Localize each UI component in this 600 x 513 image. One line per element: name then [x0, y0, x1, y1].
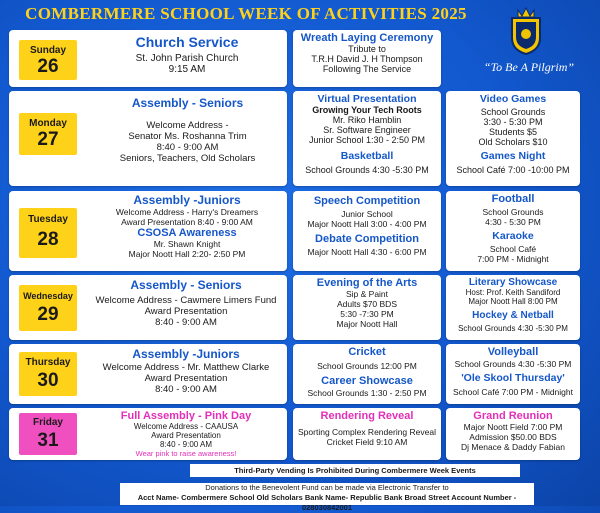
- event-heading: Career Showcase: [321, 375, 413, 387]
- event-line: Major Noott Hall: [336, 319, 398, 329]
- event-line: Award Presentation: [144, 373, 228, 384]
- monday-event-2: [293, 93, 441, 175]
- event-line: T.R.H David J. H Thompson: [311, 54, 423, 64]
- day-box-monday: [19, 113, 77, 155]
- event-line: St. John Parish Church: [135, 53, 239, 64]
- event-line: Following The Service: [322, 64, 412, 74]
- event-line: Major Noott Hall 3:00 - 4:00 PM: [307, 219, 427, 229]
- event-heading: Video Games: [479, 93, 547, 105]
- day-date: 26: [37, 56, 59, 77]
- event-line: 3:30 - 5:30 PM: [483, 117, 543, 127]
- event-line: Tribute to: [348, 44, 386, 54]
- friday-event-2: [293, 410, 441, 447]
- event-heading: Karaoke: [492, 230, 534, 242]
- tuesday-event-3: [446, 193, 580, 264]
- event-line: 4:30 - 5:30 PM: [485, 217, 541, 227]
- day-name: Tuesday: [28, 214, 68, 225]
- event-line: Major Noott Hall 4:30 - 6:00 PM: [307, 247, 427, 257]
- day-name: Friday: [32, 417, 63, 428]
- event-line: Sr. Software Engineer: [323, 125, 411, 135]
- event-line: Major Noott Hall 2:20- 2:50 PM: [128, 249, 246, 259]
- event-heading: Debate Competition: [315, 233, 419, 245]
- event-note: Wear pink to raise awareness!: [135, 449, 237, 458]
- event-line: Cricket Field 9:10 AM: [326, 437, 408, 447]
- donation-line: Donations to the Benevolent Fund can be made via Electronic Transfer to: [205, 483, 449, 492]
- event-line: School Café 7:00 -10:00 PM: [456, 165, 570, 175]
- monday-event-1: [90, 96, 285, 164]
- day-name: Sunday: [29, 45, 67, 56]
- day-date: 29: [37, 304, 59, 325]
- event-line: Sip & Paint: [345, 289, 389, 299]
- vending-notice: Third-Party Vending Is Prohibited During Combermere Week Events: [190, 464, 520, 477]
- event-heading: Football: [491, 193, 535, 205]
- wednesday-event-2: [293, 277, 441, 329]
- event-heading: Assembly -Juniors: [133, 193, 241, 207]
- thursday-event-3: [446, 346, 580, 397]
- monday-event-3: [446, 93, 580, 175]
- event-line: Dj Menace & Daddy Fabian: [461, 442, 565, 452]
- day-box-tuesday: [19, 208, 77, 258]
- event-line: Junior School: [341, 209, 393, 219]
- event-line: Mr. Shawn Knight: [153, 239, 221, 249]
- event-line: Major Noott Field 7:00 PM: [463, 422, 563, 432]
- event-line: 8:40 - 9:00 AM: [155, 317, 217, 328]
- event-line: 7:00 PM - Midnight: [477, 254, 549, 264]
- event-line: School Grounds 4:30 -5:30 PM: [458, 324, 568, 333]
- event-line: Welcome Address - Cawmere Limers Fund: [95, 295, 277, 306]
- event-line: Award Presentation 8:40 - 9:00 AM: [121, 217, 253, 227]
- event-line: 9:15 AM: [168, 64, 206, 75]
- event-line: Mr. Riko Hamblin: [332, 115, 402, 125]
- day-box-sunday: [19, 40, 77, 80]
- donation-footer: [120, 483, 534, 512]
- event-line: Host: Prof. Keith Sandiford: [465, 288, 561, 297]
- event-heading: Full Assembly - Pink Day: [120, 410, 252, 422]
- thursday-event-2: [293, 346, 441, 398]
- page-title: COMBERMERE SCHOOL WEEK OF ACTIVITIES 2025: [25, 4, 467, 23]
- event-line: Seniors, Teachers, Old Scholars: [119, 153, 256, 164]
- event-line: School Grounds: [480, 107, 546, 117]
- event-heading: Rendering Reveal: [320, 410, 414, 422]
- event-line: Welcome Address - Mr. Matthew Clarke: [102, 362, 270, 373]
- event-line: Junior School 1:30 - 2:50 PM: [308, 135, 426, 145]
- event-heading: Wreath Laying Ceremony: [300, 32, 434, 44]
- day-box-wednesday: [19, 285, 77, 331]
- event-line: 5:30 -7:30 PM: [340, 309, 394, 319]
- event-heading: Virtual Presentation: [317, 93, 417, 105]
- event-line: Admission $50.00 BDS: [469, 432, 557, 442]
- wednesday-event-1: [86, 278, 286, 328]
- day-name: Thursday: [25, 357, 71, 368]
- event-heading: Assembly -Juniors: [132, 347, 240, 361]
- day-box-thursday: [19, 352, 77, 396]
- day-name: Monday: [29, 118, 67, 129]
- event-heading: Volleyball: [487, 346, 539, 358]
- event-line: School Grounds: [482, 207, 544, 217]
- tuesday-event-1: [88, 193, 286, 259]
- day-box-friday: [19, 413, 77, 455]
- event-line: School Grounds 4:30 -5:30 PM: [305, 165, 429, 175]
- wednesday-event-3: [446, 277, 580, 333]
- event-line: Welcome Address - Harry's Dreamers: [115, 207, 259, 217]
- event-line: Major Noott Hall 8:00 PM: [468, 297, 558, 306]
- event-heading: Literary Showcase: [468, 277, 558, 288]
- event-line: Students $5: [488, 127, 538, 137]
- sunday-event-2: [293, 32, 441, 74]
- event-heading: CSOSA Awareness: [137, 227, 237, 239]
- friday-event-1: [86, 410, 286, 458]
- day-date: 28: [37, 229, 59, 250]
- event-line: 8:40 - 9:00 AM: [156, 142, 219, 153]
- event-heading: Speech Competition: [313, 195, 421, 207]
- event-line: School Café 7:00 PM - Midnight: [452, 387, 573, 397]
- event-heading: Grand Reunion: [473, 410, 553, 422]
- thursday-event-1: [86, 347, 286, 395]
- friday-event-3: [446, 410, 580, 452]
- event-heading: Hockey & Netball: [472, 310, 554, 321]
- event-heading: Church Service: [135, 34, 239, 50]
- event-line: School Grounds 4:30 -5:30 PM: [454, 359, 572, 369]
- school-motto: “To Be A Pilgrim”: [483, 60, 575, 74]
- tuesday-event-2: [293, 195, 441, 257]
- event-heading: Basketball: [340, 150, 394, 162]
- event-line: School Café: [489, 244, 537, 254]
- event-line: Welcome Address - CAAUSA: [133, 422, 239, 431]
- event-line: Old Scholars $10: [478, 137, 548, 147]
- day-date: 31: [37, 430, 59, 451]
- day-date: 30: [37, 370, 59, 391]
- event-subheading: Growing Your Tech Roots: [312, 105, 422, 115]
- event-heading: Games Night: [480, 150, 546, 162]
- event-line: Sporting Complex Rendering Reveal: [298, 427, 436, 437]
- event-line: 8:40 - 9:00 AM: [155, 384, 217, 395]
- event-line: School Grounds 12:00 PM: [317, 361, 417, 371]
- account-details: Acct Name- Combermere School Old Scholars Bank Name- Republic Bank Broad Street Account Number - 028030842001: [137, 493, 517, 512]
- event-heading: Cricket: [348, 346, 386, 358]
- event-line: Senator Ms. Roshanna Trim: [128, 131, 247, 142]
- day-name: Wednesday: [23, 291, 73, 301]
- event-heading: Assembly - Seniors: [131, 96, 244, 110]
- event-line: Award Presentation: [151, 431, 221, 440]
- event-line: School Grounds 1:30 - 2:50 PM: [307, 388, 427, 398]
- event-heading: 'Ole Skool Thursday': [461, 372, 565, 384]
- event-heading: Assembly - Seniors: [130, 278, 242, 292]
- event-line: 8:40 - 9:00 AM: [159, 440, 213, 449]
- event-line: Award Presentation: [144, 306, 228, 317]
- school-crest-icon: [508, 4, 544, 56]
- sunday-event-1: [92, 34, 282, 75]
- event-line: Welcome Address -: [146, 120, 229, 131]
- day-date: 27: [37, 129, 59, 150]
- event-heading: Evening of the Arts: [316, 277, 418, 289]
- event-line: Adults $70 BDS: [336, 299, 397, 309]
